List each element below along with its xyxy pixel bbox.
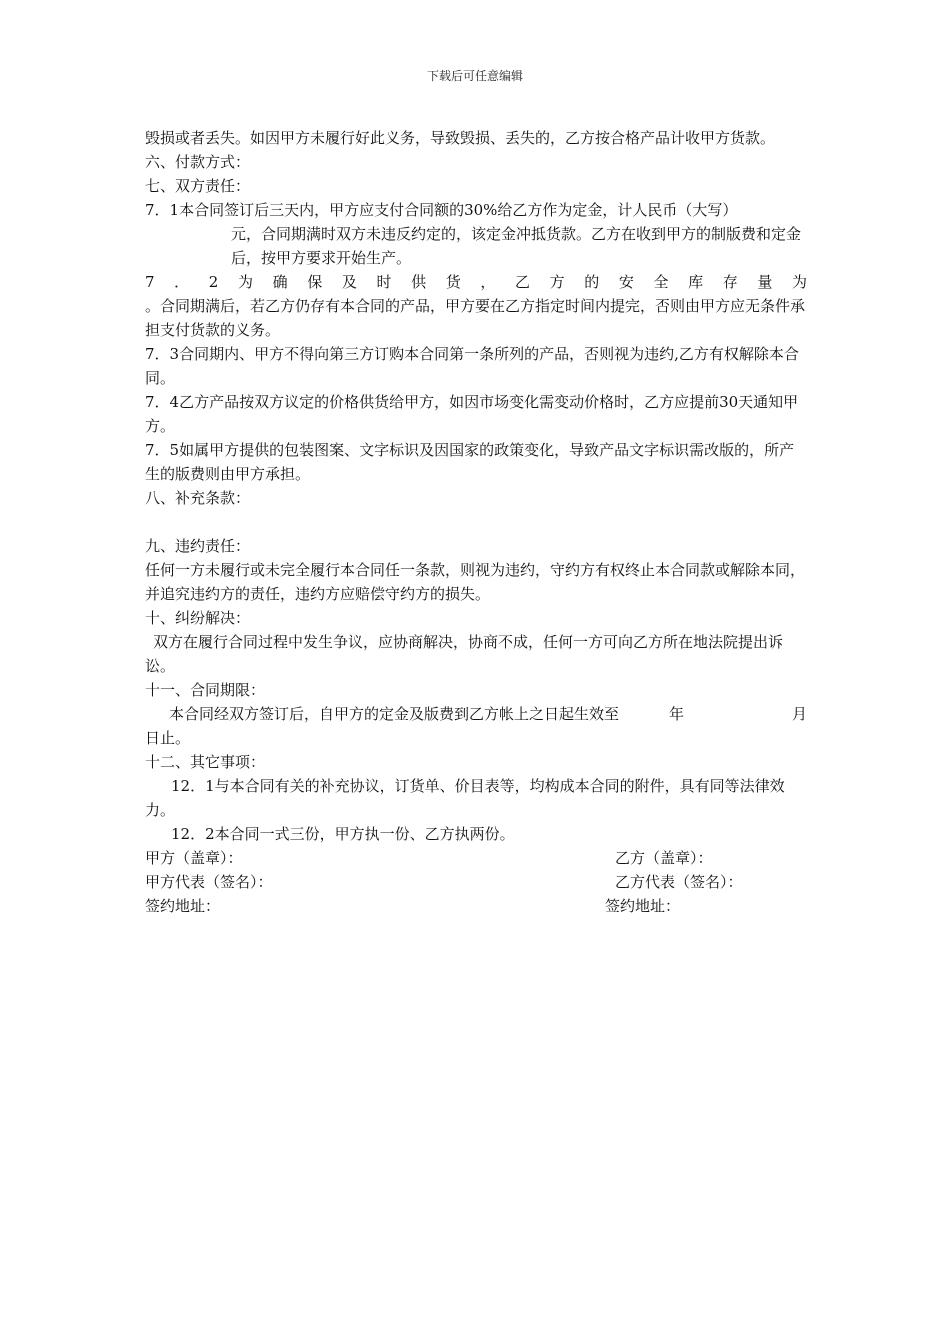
paragraph-breach: 任何一方未履行或未完全履行本合同任一条款，则视为违约，守约方有权终止本合同款或解除本同，并追究违约方的责任，违约方应赔偿守约方的损失。 [145,561,806,603]
term-month: 月 [791,705,807,723]
clause-7-2-token: 方 [549,273,565,291]
signature-row-rep [145,870,807,894]
clause-7-2-token: 保 [307,273,323,291]
term-year: 年 [669,705,685,723]
clause-7-2-token: ． [174,273,190,291]
heading-payment: 六、付款方式： [145,153,251,171]
clause-7-2-rest: 。合同期满后，若乙方仍存有本合同的产品，甲方要在乙方指定时间内提完，否则由甲方应无条件承担支付货款的义务。 [145,297,806,339]
clause-7-2-token: 安 [618,273,634,291]
paragraph-dispute: 双方在履行合同过程中发生争议，应协商解决，协商不成，任何一方可向乙方所在地法院提出诉讼。 [145,633,784,675]
clause-7-3: 7．3合同期内、甲方不得向第三方订购本合同第一条所列的产品，否则视为违约,乙方有权解除本合同。 [145,345,799,387]
clause-7-2-token: 为 [791,273,807,291]
signature-row-addr [145,894,807,918]
heading-other: 十二、其它事项： [145,753,266,771]
party-b-addr: 签约地址： [605,897,681,915]
clause-7-2-token: 2 [208,273,219,291]
clause-7-2-token: 7 [145,273,155,291]
clause-7-2-token: 及 [341,273,357,291]
contract-body [145,126,807,918]
clause-7-2-token: 为 [237,273,253,291]
term-text: 本合同经双方签订后，自甲方的定金及版费到乙方帐上之日起生效至 [169,705,620,723]
page-header: 下载后可任意编辑 [426,69,523,83]
heading-responsibilities: 七、双方责任： [145,177,251,195]
clause-7-2-spaced [145,270,807,294]
clause-7-2-token: 量 [757,273,773,291]
clause-7-5: 7．5如属甲方提供的包装图案、文字标识及因国家的政策变化，导致产品文字标识需改版的，所产生的版费则由甲方承担。 [145,441,795,483]
clause-7-2-token: 供 [411,273,427,291]
clause-7-2-token: ， [480,273,496,291]
clause-12-2: 12．2本合同一式三份，甲方执一份、乙方执两份。 [171,825,515,843]
party-a-addr: 签约地址： [145,897,221,915]
clause-12-1: 12．1与本合同有关的补充协议，订货单、价目表等，均构成本合同的附件，具有同等法律效力。 [145,777,785,819]
heading-dispute: 十、纠纷解决： [145,609,251,627]
party-a-rep: 甲方代表（签名）： [145,873,273,891]
clause-7-2-token: 全 [653,273,669,291]
clause-7-2-token: 货 [445,273,461,291]
paragraph-term-end: 日止。 [145,729,191,747]
clause-7-1-line2: 元，合同期满时双方未违反约定的，该定金冲抵货款。乙方在收到甲方的制版费和定金后，按甲方要求开始生产。 [231,225,802,267]
paragraph-term [145,702,807,726]
heading-supplementary: 八、补充条款： [145,489,251,507]
clause-7-2-token: 确 [272,273,288,291]
clause-7-4: 7．4乙方产品按双方议定的价格供货给甲方，如因市场变化需变动价格时，乙方应提前30天通知甲方。 [145,393,799,435]
clause-7-2-token: 存 [722,273,738,291]
clause-7-2-token: 乙 [514,273,530,291]
heading-breach: 九、违约责任： [145,537,251,555]
signature-row-seal [145,846,807,870]
clause-7-1-line1: 7．1本合同签订后三天内，甲方应支付合同额的30%给乙方作为定金，计人民币（大写） [145,201,738,219]
party-a-seal: 甲方（盖章）： [145,849,243,867]
heading-term: 十一、合同期限： [145,681,266,699]
party-b-seal: 乙方（盖章）： [615,849,713,867]
clause-7-2-token: 的 [584,273,600,291]
clause-7-2-token: 时 [376,273,392,291]
party-b-rep: 乙方代表（签名）： [615,873,743,891]
paragraph-continued: 毁损或者丢失。如因甲方未履行好此义务，导致毁损、丢失的，乙方按合格产品计收甲方货款。 [145,129,776,147]
clause-7-2-token: 库 [688,273,704,291]
blank-line [145,510,807,534]
